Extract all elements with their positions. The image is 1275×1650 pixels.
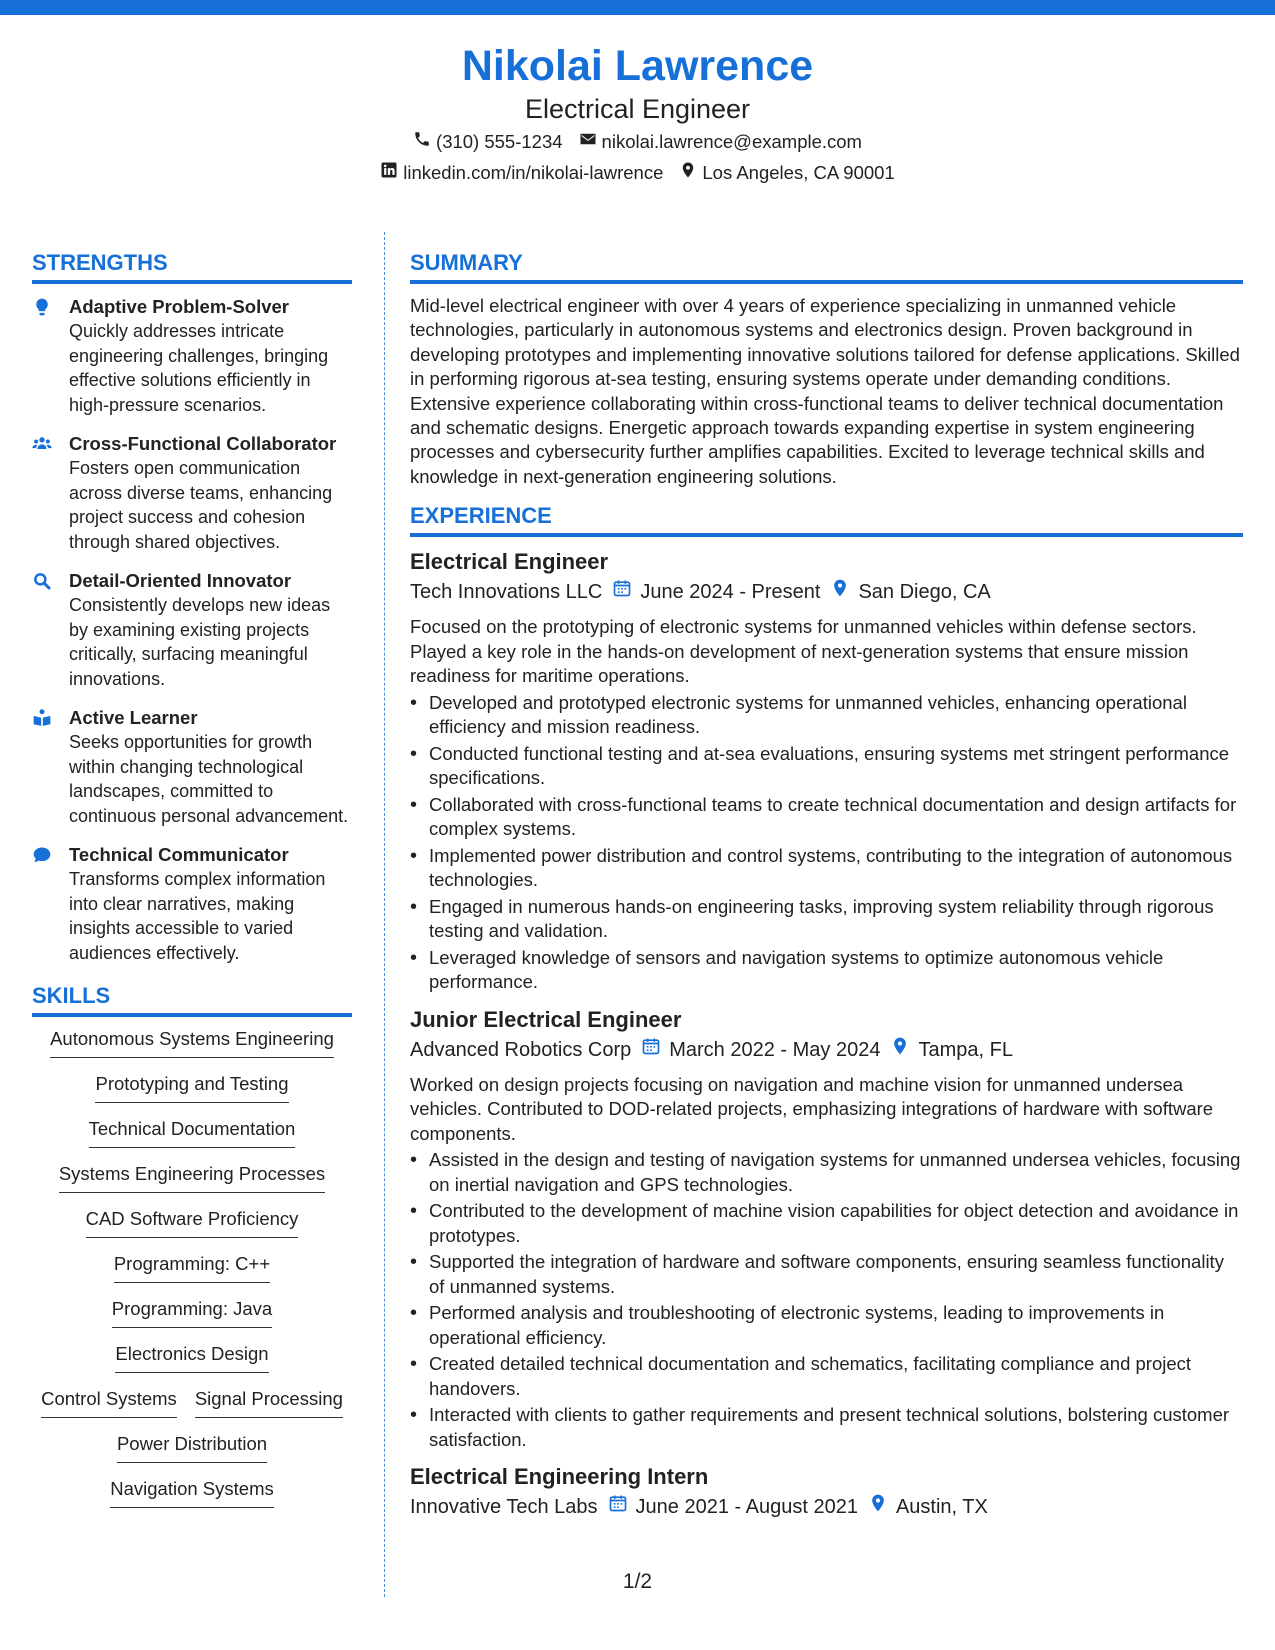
chat-bubble-icon — [32, 842, 54, 965]
calendar-icon — [612, 577, 632, 607]
map-pin-icon — [890, 1035, 910, 1065]
job-meta — [410, 1035, 1243, 1065]
skill-tag: CAD Software Proficiency — [86, 1207, 299, 1238]
strength-title: Cross-Functional Collaborator — [69, 433, 337, 454]
skill-tag: Signal Processing — [195, 1387, 343, 1418]
phone-contact — [413, 126, 563, 157]
job-title: Junior Electrical Engineer — [410, 1006, 682, 1032]
skill-tag: Electronics Design — [115, 1342, 268, 1373]
job-bullet: • Created detailed technical documentation and schematics, facilitating compliance and project handovers. — [410, 1352, 1243, 1401]
strength-title: Adaptive Problem-Solver — [69, 296, 290, 317]
page-number: 1/2 — [622, 1570, 653, 1593]
map-pin-icon — [868, 1492, 888, 1522]
job-bullet: • Engaged in numerous hands-on engineering tasks, improving system reliability through rigorous testing and validation. — [410, 895, 1243, 944]
email-text[interactable]: nikolai.lawrence@example.com — [601, 131, 862, 152]
skill-tag: Power Distribution — [117, 1432, 267, 1463]
job-entry — [410, 1005, 1243, 1453]
job-location: San Diego, CA — [858, 581, 991, 604]
job-bullets — [410, 691, 1243, 995]
column-divider — [384, 232, 385, 1597]
strength-desc: Seeks opportunities for growth within changing technological landscapes, committed to continuous personal advancement. — [69, 732, 349, 826]
strength-desc: Quickly addresses intricate engineering challenges, bringing effective solutions efficiently in high-pressure scenarios. — [69, 321, 329, 415]
skill-tag: Systems Engineering Processes — [59, 1162, 325, 1193]
job-description: Worked on design projects focusing on navigation and machine vision for unmanned undersea vehicles. Contributed to DOD-related projects, emphasizing integrations of hardware with software components. — [410, 1073, 1214, 1144]
skills-heading: SKILLS — [32, 981, 352, 1017]
job-description: Focused on the prototyping of electronic systems for unmanned vehicles within defense sectors. Played a key role in the hands-on development of next-generation systems that ensure mission readiness for maritime operations. — [410, 616, 1197, 687]
linkedin-text[interactable]: linkedin.com/in/nikolai-lawrence — [403, 162, 664, 183]
strength-desc: Consistently develops new ideas by examining existing projects critically, surfacing meaningful innovations. — [69, 595, 331, 689]
linkedin-icon — [380, 157, 398, 188]
strength-title: Active Learner — [69, 707, 198, 728]
skill-tag: Programming: Java — [112, 1297, 272, 1328]
job-title: Electrical Engineer — [410, 549, 609, 575]
experience-heading: EXPERIENCE — [410, 501, 1243, 537]
skill-tag: Prototyping and Testing — [95, 1072, 288, 1103]
resume-header — [0, 40, 1275, 188]
search-icon — [32, 568, 54, 691]
skill-tag: Autonomous Systems Engineering — [50, 1027, 334, 1058]
job-bullet: • Conducted functional testing and at-sea evaluations, ensuring systems met stringent performance specifications. — [410, 742, 1243, 791]
job-meta — [410, 1492, 1243, 1522]
users-icon — [32, 431, 54, 554]
skill-tag: Control Systems — [41, 1387, 177, 1418]
job-meta — [410, 577, 1243, 607]
strengths-heading: STRENGTHS — [32, 248, 352, 284]
candidate-name: Nikolai Lawrence — [461, 42, 814, 90]
job-bullet: • Interacted with clients to gather requirements and present technical solutions, bolstering customer satisfaction. — [410, 1403, 1243, 1452]
contact-row-1 — [0, 126, 1275, 157]
linkedin-contact[interactable] — [380, 157, 663, 188]
job-bullet: • Implemented power distribution and control systems, contributing to the integration of autonomous technologies. — [410, 844, 1243, 893]
calendar-icon — [608, 1492, 628, 1522]
book-reader-icon — [32, 705, 54, 828]
map-pin-icon — [830, 577, 850, 607]
strength-item — [32, 705, 352, 828]
location-text: Los Angeles, CA 90001 — [702, 162, 895, 183]
email-contact[interactable] — [579, 126, 862, 157]
strength-desc: Transforms complex information into clear narratives, making insights accessible to varied audiences effectively. — [69, 869, 326, 963]
job-bullet: • Collaborated with cross-functional teams to create technical documentation and design artifacts for complex systems. — [410, 793, 1243, 842]
strength-title: Detail-Oriented Innovator — [69, 570, 292, 591]
strength-item — [32, 842, 352, 965]
job-dates: March 2022 - May 2024 — [669, 1038, 881, 1061]
strength-desc: Fosters open communication across diverse teams, enhancing project success and cohesion through shared objectives. — [69, 458, 333, 552]
summary-text: Mid-level electrical engineer with over 4 years of experience specializing in unmanned vehicle technologies, particularly in autonomous systems and electronics design. Proven background in developing prototypes and implementing innovative solutions tailored for defense applications. Skilled in performing rigorous at-sea testing, ensuring systems operate under demanding conditions. Extensive experience collaborating within cross-functional teams to deliver technical documentation and schematic designs. Energetic approach towards expanding expertise in system engineering processes and cybersecurity further amplifies capabilities. Excited to leverage technical skills and knowledge in next-generation engineering solutions. — [410, 295, 1240, 487]
job-location: Austin, TX — [895, 1496, 988, 1519]
job-entry — [410, 1462, 1243, 1522]
strength-item — [32, 294, 352, 417]
calendar-icon — [641, 1035, 661, 1065]
left-column — [32, 248, 352, 1522]
summary-heading: SUMMARY — [410, 248, 1243, 284]
skill-tag: Technical Documentation — [89, 1117, 296, 1148]
strength-item — [32, 431, 352, 554]
company-name: Innovative Tech Labs — [410, 1496, 598, 1519]
location-contact — [679, 157, 894, 188]
job-bullet: • Developed and prototyped electronic systems for unmanned vehicles, enhancing operational efficiency and mission readiness. — [410, 691, 1243, 740]
job-bullet: • Performed analysis and troubleshooting of electronic systems, leading to improvements in operational efficiency. — [410, 1301, 1243, 1350]
skills-list — [32, 1027, 352, 1522]
phone-icon — [413, 126, 431, 157]
right-column — [410, 248, 1243, 1532]
job-bullets — [410, 1148, 1243, 1452]
top-accent-bar — [0, 0, 1275, 15]
skill-tag: Navigation Systems — [110, 1477, 273, 1508]
job-bullet: • Supported the integration of hardware and software components, ensuring seamless functionality of unmanned systems. — [410, 1250, 1243, 1299]
job-bullet: • Contributed to the development of machine vision capabilities for object detection and avoidance in prototypes. — [410, 1199, 1243, 1248]
company-name: Advanced Robotics Corp — [410, 1038, 632, 1061]
strength-item — [32, 568, 352, 691]
envelope-icon — [579, 126, 597, 157]
skill-tag: Programming: C++ — [114, 1252, 270, 1283]
job-entry — [410, 547, 1243, 995]
job-bullet: • Leveraged knowledge of sensors and navigation systems to optimize autonomous vehicle performance. — [410, 946, 1243, 995]
phone-text: (310) 555-1234 — [436, 131, 563, 152]
job-bullet: • Assisted in the design and testing of navigation systems for unmanned undersea vehicles, focusing on inertial navigation and GPS technologies. — [410, 1148, 1243, 1197]
job-location: Tampa, FL — [918, 1038, 1013, 1061]
job-title: Electrical Engineering Intern — [410, 1464, 709, 1490]
job-dates: June 2021 - August 2021 — [635, 1496, 858, 1519]
lightbulb-icon — [32, 294, 54, 417]
contact-row-2 — [0, 157, 1275, 188]
candidate-role: Electrical Engineer — [524, 94, 751, 124]
company-name: Tech Innovations LLC — [410, 581, 603, 604]
strength-title: Technical Communicator — [69, 844, 289, 865]
job-dates: June 2024 - Present — [640, 581, 821, 604]
map-pin-icon — [679, 157, 697, 188]
